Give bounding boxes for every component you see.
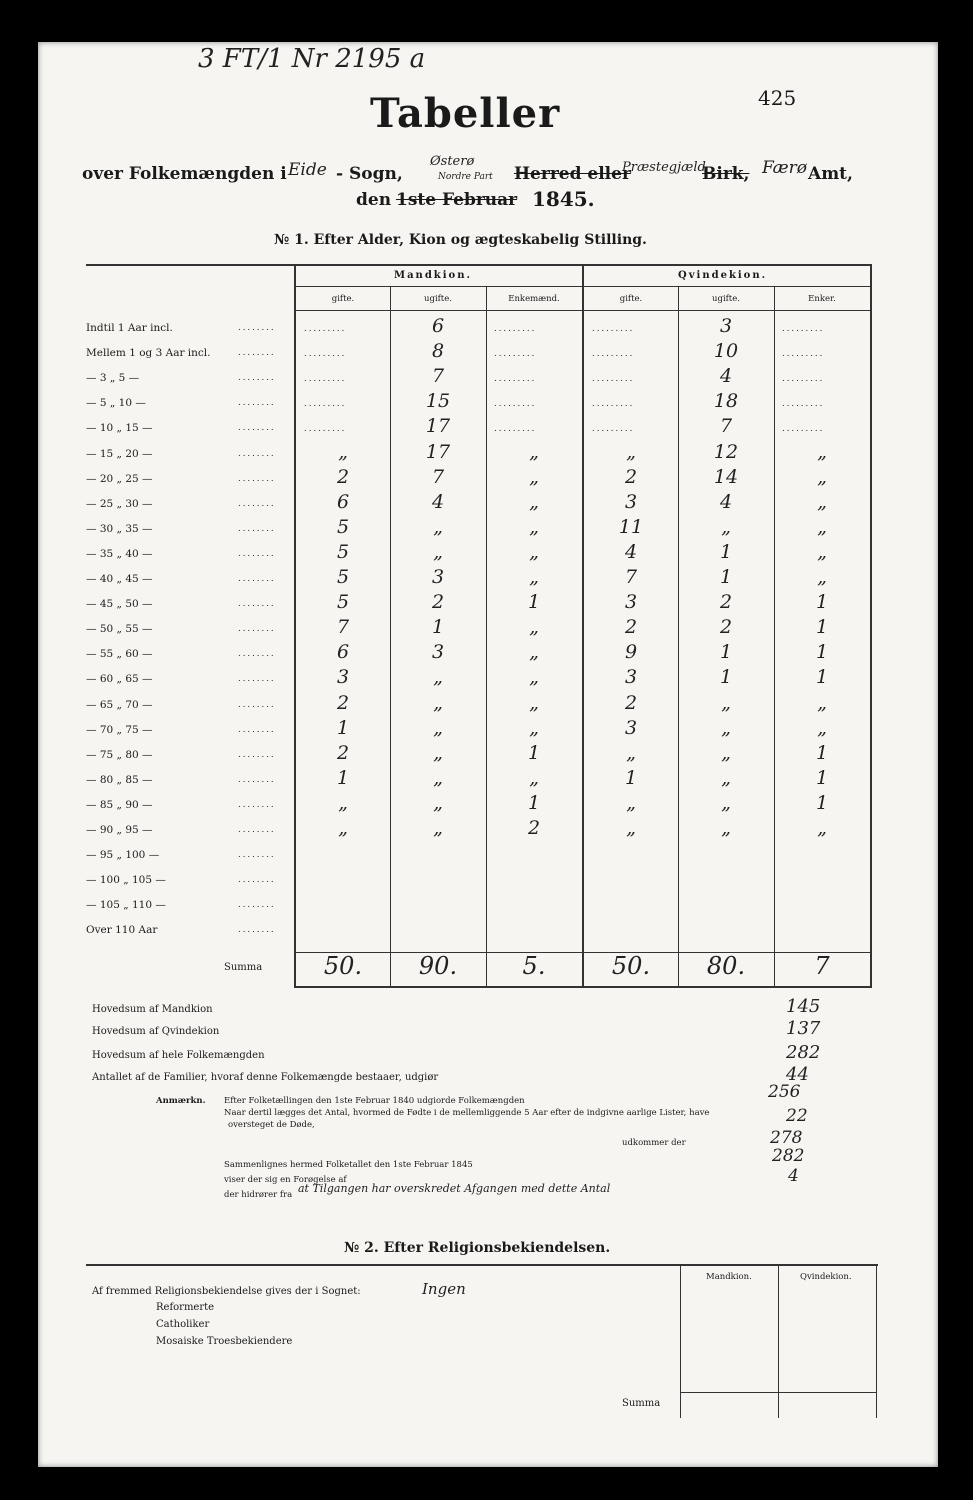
- cell-value: „: [721, 741, 731, 764]
- cell-value: „: [721, 515, 731, 538]
- row-label: — 60 „ 65 —: [86, 673, 153, 686]
- total-value-men: 145: [786, 996, 821, 1017]
- cell-value: 1: [527, 591, 541, 614]
- row-label: — 65 „ 70 —: [86, 698, 153, 711]
- remark-line3-value: 278: [770, 1128, 803, 1148]
- cell-value: 1: [336, 716, 350, 739]
- row-label: — 5 „ 10 —: [86, 397, 146, 410]
- cell-value: „: [529, 515, 539, 538]
- cell-value: „: [529, 716, 539, 739]
- cell-value: 2: [624, 691, 638, 714]
- leader-dots: ........: [238, 423, 276, 434]
- cell-value: „: [433, 666, 443, 689]
- cell-value: „: [626, 741, 636, 764]
- cell-value: 9: [624, 641, 638, 664]
- row-label: — 35 „ 40 —: [86, 547, 153, 560]
- group-women: Qvindekion.: [678, 270, 768, 281]
- leader-dots: ........: [238, 323, 276, 333]
- leader-dots: ........: [238, 825, 276, 835]
- cell-value: 1: [719, 566, 733, 588]
- cell-value: 3: [624, 591, 638, 614]
- prestegjeld: Præstegjæld: [622, 160, 706, 175]
- row-label: Indtil 1 Aar incl.: [86, 322, 173, 334]
- row-label: — 55 „ 60 —: [86, 648, 153, 661]
- row-label: — 50 „ 55 —: [86, 623, 153, 636]
- page-title: Tabeller: [370, 90, 561, 137]
- religion-item: Mosaiske Troesbekiendere: [156, 1336, 293, 1347]
- place-subname: Nordre Part: [438, 172, 493, 182]
- leader-dots: .........: [304, 399, 347, 410]
- leader-dots: .........: [494, 424, 537, 435]
- amt-label: Amt,: [808, 164, 853, 184]
- leader-dots: .........: [592, 399, 635, 410]
- total-value-all: 282: [786, 1042, 821, 1063]
- section2-title: № 2. Efter Religionsbekiendelsen.: [344, 1240, 611, 1256]
- cell-value: 5: [336, 566, 350, 588]
- cell-value: „: [529, 641, 539, 664]
- column-header: ugifte.: [424, 294, 452, 304]
- summa-label: Summa: [224, 962, 263, 973]
- cell-value: 3: [431, 566, 445, 588]
- parish-name: Eide: [288, 160, 327, 180]
- summa-value: 50.: [323, 952, 363, 980]
- leader-dots: ........: [238, 649, 276, 660]
- leader-dots: ........: [238, 799, 276, 810]
- leader-dots: .........: [782, 374, 825, 385]
- leader-dots: ........: [238, 699, 276, 710]
- leader-dots: ........: [238, 498, 276, 509]
- total-label-women: Hovedsum af Qvindekion: [92, 1026, 220, 1037]
- cell-value: „: [433, 741, 443, 764]
- cell-value: 7: [719, 415, 733, 438]
- leader-dots: .........: [592, 324, 635, 334]
- remark-line6-hand: at Tilgangen har overskredet Afgangen med dette Antal: [298, 1182, 611, 1195]
- leader-dots: ........: [238, 875, 276, 886]
- leader-dots: ........: [238, 373, 276, 384]
- leader-dots: .........: [782, 399, 825, 410]
- remark-line3: udkommer der: [622, 1138, 686, 1148]
- leader-dots: ........: [238, 599, 276, 610]
- cell-value: 2: [719, 591, 733, 614]
- leader-dots: .........: [592, 374, 635, 385]
- cell-value: „: [626, 791, 636, 814]
- leader-dots: ........: [238, 925, 276, 936]
- cell-value: „: [817, 716, 827, 739]
- cell-value: „: [529, 540, 539, 563]
- cell-value: 7: [431, 365, 445, 388]
- leader-dots: ........: [238, 850, 276, 861]
- cell-value: „: [817, 490, 827, 513]
- cell-value: 2: [431, 591, 445, 614]
- leader-dots: .........: [304, 349, 347, 360]
- leader-dots: .........: [494, 374, 537, 385]
- table-right-border: [870, 264, 872, 988]
- cell-value: „: [721, 817, 731, 839]
- leader-dots: .........: [304, 324, 347, 334]
- cell-value: „: [529, 666, 539, 689]
- row-label: — 15 „ 20 —: [86, 447, 153, 460]
- cell-value: „: [433, 540, 443, 563]
- cell-value: 17: [425, 440, 451, 463]
- cell-value: 3: [624, 490, 638, 513]
- leader-dots: ........: [238, 900, 276, 911]
- leader-dots: ........: [238, 473, 276, 484]
- cell-value: 1: [815, 766, 829, 789]
- cell-value: „: [529, 766, 539, 789]
- archive-reference: 3 FT/1 Nr 2195 a: [198, 44, 426, 74]
- remark-line5: viser der sig en Forøgelse af: [224, 1175, 347, 1185]
- remark-line2b: oversteget de Døde,: [228, 1120, 315, 1130]
- amt-name: Færø: [762, 158, 807, 178]
- cell-value: 3: [624, 716, 638, 739]
- remark-line1-value: 256: [768, 1082, 801, 1102]
- cell-value: „: [529, 440, 539, 463]
- cell-value: 1: [624, 766, 638, 789]
- leader-dots: .........: [592, 349, 635, 360]
- herred-struck: Herred eller: [514, 164, 631, 184]
- row-label: — 40 „ 45 —: [86, 573, 153, 585]
- section2-divider1: [680, 1264, 681, 1418]
- cell-value: „: [817, 465, 827, 488]
- cell-value: 10: [713, 340, 739, 363]
- row-label: — 80 „ 85 —: [86, 773, 153, 786]
- cell-value: 5: [336, 591, 350, 614]
- total-label-men: Hovedsum af Mandkion: [92, 1004, 213, 1015]
- remarks-heading: Anmærkn.: [156, 1096, 206, 1106]
- row-label: — 3 „ 5 —: [86, 372, 140, 385]
- cell-value: 2: [527, 817, 541, 839]
- remark-line6: der hidrører fra: [224, 1190, 293, 1200]
- header-line1-prefix: over Folkemængden i: [82, 164, 287, 184]
- cell-value: 5: [336, 515, 350, 538]
- cell-value: „: [433, 791, 443, 814]
- cell-value: 2: [336, 465, 350, 488]
- cell-value: „: [433, 691, 443, 714]
- cell-value: 3: [431, 641, 445, 664]
- leader-dots: .........: [494, 349, 537, 360]
- remark-line4-value: 282: [772, 1146, 805, 1166]
- cell-value: 1: [719, 666, 733, 689]
- cell-value: „: [626, 440, 636, 463]
- cell-value: 7: [431, 465, 445, 488]
- row-label: — 105 „ 110 —: [86, 899, 166, 912]
- cell-value: „: [817, 440, 827, 463]
- cell-value: 18: [713, 390, 739, 413]
- cell-value: 7: [624, 566, 638, 588]
- leader-dots: ........: [238, 674, 276, 685]
- leader-dots: ........: [238, 398, 276, 409]
- total-label-families: Antallet af de Familier, hvoraf denne Folkemængde bestaaer, udgiør: [92, 1072, 439, 1083]
- cell-value: 15: [425, 390, 451, 413]
- section2-intro-hand: Ingen: [422, 1280, 466, 1298]
- cell-value: 4: [719, 490, 733, 513]
- cell-value: 4: [431, 490, 445, 513]
- cell-value: 6: [336, 490, 350, 513]
- cell-value: 1: [815, 791, 829, 814]
- remark-line5-value: 4: [788, 1166, 799, 1186]
- leader-dots: .........: [782, 349, 825, 360]
- cell-value: „: [433, 766, 443, 789]
- column-header: Enkemænd.: [508, 294, 560, 304]
- cell-value: „: [529, 691, 539, 714]
- cell-value: 1: [815, 641, 829, 664]
- cell-value: 1: [719, 540, 733, 563]
- section2-summa-rule: [680, 1392, 876, 1393]
- row-label: — 100 „ 105 —: [86, 874, 166, 887]
- leader-dots: ........: [238, 548, 276, 559]
- total-label-all: Hovedsum af hele Folkemængden: [92, 1050, 265, 1061]
- cell-value: 2: [624, 616, 638, 639]
- cell-value: „: [338, 440, 348, 463]
- cell-value: 1: [527, 791, 541, 814]
- place-name: Østerø: [430, 154, 475, 169]
- group-men: Mandkion.: [394, 270, 472, 281]
- table-top-rule: [86, 264, 872, 266]
- year: 1845.: [532, 187, 595, 211]
- cell-value: „: [529, 566, 539, 588]
- column-header: gifte.: [331, 294, 355, 304]
- remark-line4: Sammenlignes hermed Folketallet den 1ste Februar 1845: [224, 1160, 473, 1170]
- cell-value: „: [817, 540, 827, 563]
- remark-line2a: Naar dertil lægges det Antal, hvormed de Fødte i de mellemliggende 5 Aar efter de indgivne aarlige Lister, have: [224, 1108, 710, 1118]
- cell-value: 11: [618, 515, 644, 538]
- cell-value: 1: [815, 591, 829, 614]
- cell-value: 4: [719, 365, 733, 388]
- cell-value: 2: [336, 741, 350, 764]
- cell-value: 1: [431, 616, 445, 639]
- date-prefix: den: [356, 190, 392, 210]
- row-label: Mellem 1 og 3 Aar incl.: [86, 347, 211, 360]
- section2-right-border: [876, 1264, 877, 1418]
- leader-dots: ........: [238, 348, 276, 359]
- leader-dots: .........: [304, 424, 347, 435]
- cell-value: „: [817, 691, 827, 714]
- cell-value: „: [433, 515, 443, 538]
- cell-value: 5: [336, 540, 350, 563]
- leader-dots: .........: [782, 324, 825, 334]
- cell-value: 1: [527, 741, 541, 764]
- cell-value: 2: [719, 616, 733, 639]
- summa-value: 7: [814, 952, 830, 980]
- cell-value: 17: [425, 415, 451, 438]
- cell-value: „: [817, 817, 827, 839]
- column-header: Enker.: [808, 294, 836, 304]
- cell-value: „: [721, 691, 731, 714]
- section2-divider2: [778, 1264, 779, 1418]
- leader-dots: .........: [782, 424, 825, 435]
- row-label: — 90 „ 95 —: [86, 824, 153, 836]
- total-value-families: 44: [786, 1064, 809, 1085]
- row-label: — 10 „ 15 —: [86, 422, 153, 435]
- cell-value: „: [338, 817, 348, 839]
- cell-value: „: [433, 716, 443, 739]
- cell-value: „: [433, 817, 443, 839]
- cell-value: „: [626, 817, 636, 839]
- leader-dots: ........: [238, 624, 276, 635]
- cell-value: 2: [336, 691, 350, 714]
- cell-value: 1: [719, 641, 733, 664]
- cell-value: 14: [713, 465, 739, 488]
- cell-value: „: [529, 490, 539, 513]
- row-label: — 25 „ 30 —: [86, 497, 153, 510]
- total-value-women: 137: [786, 1018, 821, 1039]
- religion-item: Catholiker: [156, 1319, 210, 1330]
- column-header: gifte.: [619, 294, 643, 304]
- cell-value: „: [338, 791, 348, 814]
- leader-dots: .........: [304, 374, 347, 385]
- leader-dots: ........: [238, 749, 276, 760]
- cell-value: 3: [336, 666, 350, 689]
- row-label: — 75 „ 80 —: [86, 748, 153, 761]
- row-label: — 95 „ 100 —: [86, 849, 160, 862]
- section2-col-women: Qvindekion.: [800, 1272, 852, 1282]
- section2-col-men: Mandkion.: [706, 1272, 752, 1282]
- section2-summa-label: Summa: [622, 1398, 661, 1409]
- leader-dots: .........: [494, 399, 537, 410]
- cell-value: „: [529, 616, 539, 639]
- birk-struck: Birk,: [702, 164, 750, 184]
- section2-top-rule: [86, 1264, 878, 1266]
- cell-value: 2: [624, 465, 638, 488]
- cell-value: „: [721, 791, 731, 814]
- leader-dots: ........: [238, 523, 276, 534]
- cell-value: 3: [624, 666, 638, 689]
- leader-dots: ........: [238, 448, 276, 459]
- sogn-label: - Sogn,: [336, 164, 403, 184]
- column-header: ugifte.: [712, 294, 740, 304]
- cell-value: 1: [336, 766, 350, 789]
- summa-value: 5.: [522, 952, 546, 980]
- cell-value: 1: [815, 741, 829, 764]
- cell-value: „: [721, 766, 731, 789]
- cell-value: „: [817, 566, 827, 588]
- cell-value: „: [817, 515, 827, 538]
- section2-intro: Af fremmed Religionsbekiendelse gives der i Sognet:: [92, 1286, 361, 1297]
- page-number: 425: [758, 86, 797, 110]
- row-label: — 70 „ 75 —: [86, 723, 153, 736]
- cell-value: 8: [431, 340, 445, 363]
- row-label: — 85 „ 90 —: [86, 798, 153, 811]
- cell-value: 4: [624, 540, 638, 563]
- cell-value: 1: [815, 616, 829, 639]
- date-struck: 1ste Februar: [396, 190, 518, 210]
- religion-item: Reformerte: [156, 1302, 215, 1313]
- cell-value: 6: [431, 315, 445, 337]
- cell-value: 7: [336, 616, 350, 639]
- remark-line1: Efter Folketællingen den 1ste Februar 1840 udgiorde Folkemængden: [224, 1096, 525, 1106]
- cell-value: „: [721, 716, 731, 739]
- row-label: — 45 „ 50 —: [86, 598, 153, 611]
- leader-dots: .........: [494, 324, 537, 334]
- section1-title: № 1. Efter Alder, Kion og ægteskabelig Stilling.: [274, 232, 647, 248]
- summa-value: 90.: [418, 952, 458, 980]
- cell-value: „: [529, 465, 539, 488]
- cell-value: 3: [719, 315, 733, 337]
- cell-value: 12: [713, 440, 739, 463]
- summa-value: 50.: [611, 952, 651, 980]
- leader-dots: ........: [238, 724, 276, 735]
- remark-line2-value: 22: [786, 1106, 808, 1126]
- leader-dots: ........: [238, 574, 276, 584]
- cell-value: 6: [336, 641, 350, 664]
- cell-value: 1: [815, 666, 829, 689]
- row-label: — 30 „ 35 —: [86, 522, 153, 535]
- leader-dots: .........: [592, 424, 635, 435]
- summa-value: 80.: [706, 952, 746, 980]
- row-label: — 20 „ 25 —: [86, 472, 153, 485]
- leader-dots: ........: [238, 774, 276, 785]
- document-sheet: [38, 42, 938, 1467]
- row-label: Over 110 Aar: [86, 924, 158, 937]
